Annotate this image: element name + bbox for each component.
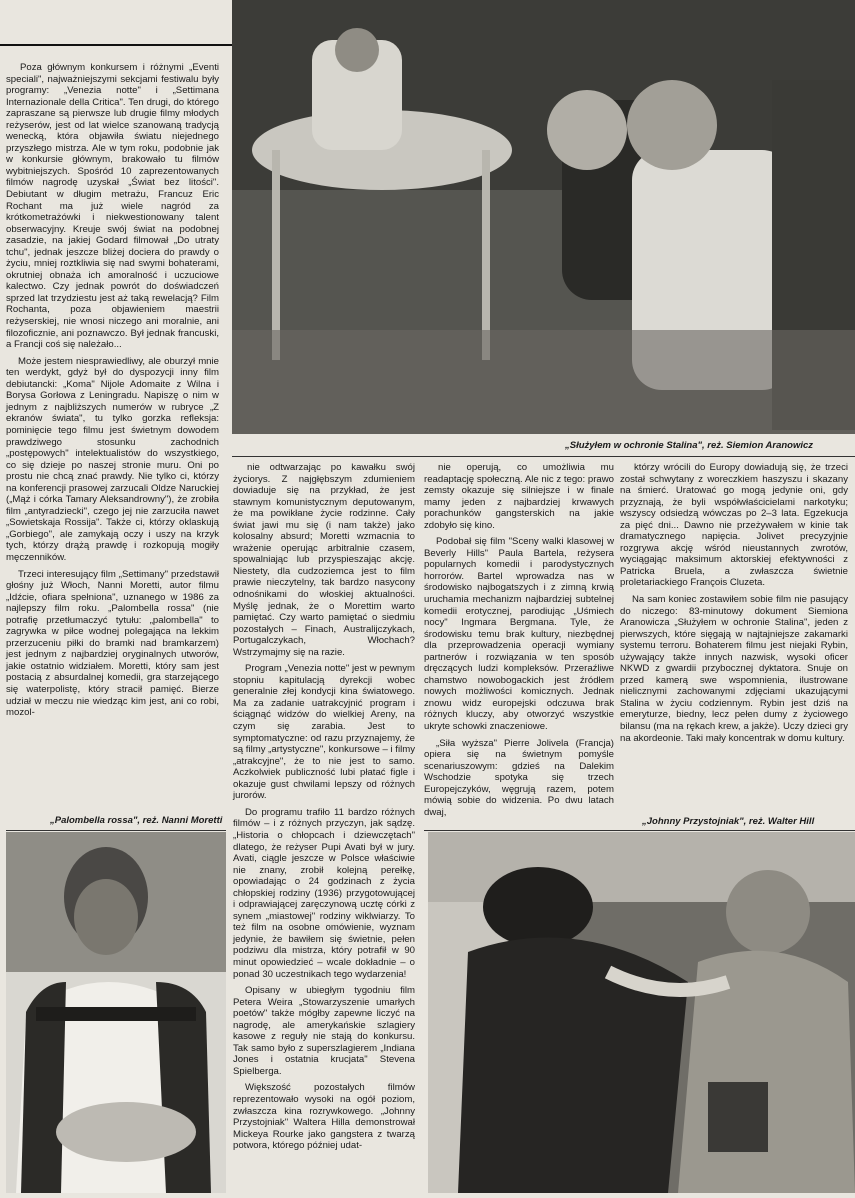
article-column-4 bbox=[620, 462, 848, 802]
col3-paragraph-3: „Siła wyższa" Pierre Jolivela (Francja) opiera się na świetnym pomyśle scenariuszowym: gdzieś na Dalekim Wschodzie spotyka się trzech Europejczyków, węgrują razem, potem mówią sobie do widzenia. Po dwu latach dwaj, bbox=[424, 737, 614, 818]
caption-przystojniak: „Johnny Przystojniak", reż. Walter Hill bbox=[642, 816, 815, 827]
col4-paragraph-2: Na sam koniec zostawiłem sobie film nie pasujący do niczego: 83-minutowy dokument Siemiona Aranowicza „Służyłem w ochronie Stalina", jeden z pierwszych, które sięgają w najtajniejsze zakamarki systemu terroru. Bohaterem filmu jest niejaki Rybin, używający także innych nazwisk, wysoki oficer NKWD z gwardii przybocznej dyktatora. Snuje on przed kamerą swe wspomnienia, ilustrowane nielicznymi zachowanymi zdjęciami ukazującymi Stalina w życiu codziennym. Rybin jest dziś na emeryturze, biedny, lecz pełen dumy z życiowego bilansu (ma na rękach krew, a jakże). Uczy dzieci gry na akordeonie. Taki mały koncentrak w domu kultury. bbox=[620, 594, 848, 744]
col3-paragraph-1: nie operują, co umożliwia mu readaptację społeczną. Ale nic z tego: prawo zemsty okazuje się silniejsze i w finale mamy jeden z najbardziej krwawych porachunków gangsterskich na jakie zdobyło się kino. bbox=[424, 462, 614, 531]
photo-stalin-bodyguard bbox=[232, 0, 855, 434]
article-column-2 bbox=[233, 462, 415, 1190]
col1-paragraph-3: Trzeci interesujący film „Settimany" przedstawił głośny już Włoch, Nanni Moretti, autor filmu „Idźcie, ofiara spełniona", uznanego w 1986 za najlepszy film roku. „Palombella rossa" (nie potrafię przetłumaczyć tytułu: „palombella" to zagrywka w piłce wodnej polegająca na lekkim przerzuceniu piłki do bramki nad bramkarzem) jest jednym z najbardziej oryginalnych utworów, jakie ostatnio widziałem. Moretti, który sam jest postacią z absurdalnej komedii, gra starzejącego się waterpolistę, który stracił pamięć. Bierze udział w meczu nie wiedząc kim jest, ani co robi, mozol- bbox=[6, 568, 219, 719]
col2-paragraph-1: nie odtwarzając po kawałku swój życiorys. Z najgłębszym zdumieniem dowiaduje się na przykład, że jest stawnym komunistycznym deputowanym, że ma powikłane życie rodzinne. Cały świat jawi mu się (i nam także) jako kolosalny absurd; Moretti wzmacnia to wrażenie operując arbitralnie czasem, spowalniając lub przyspieszając akcję. Niestety, dla cudzoziemca jest to film prawie nieczytelny, tak bardzo nasycony odnośnikami do włoskiej aktualności. Myślę jednak, że o Morettim warto pamiętać. Czy warto pamiętać o siedmiu pozostałych – Finach, Australijczykach, Portugalczykach, Włochach? Wstrzymajmy się na razie. bbox=[233, 462, 415, 658]
caption-stalin: „Służyłem w ochronie Stalina", reż. Siemion Aranowicz bbox=[565, 440, 814, 451]
article-column-3 bbox=[424, 462, 614, 818]
col2-paragraph-4: Opisany w ubiegłym tygodniu film Petera Weira „Stowarzyszenie umarłych poetów" także mógłby zapewne liczyć na nagrodę, ale amerykańskie szlagiery kasowe z reguły nie stają do konkursu. Tak samo było z superszlagierem „Indiana Jones i ostatnia krucjata" Stevena Spielberga. bbox=[233, 985, 415, 1077]
stalin-photo-illustration bbox=[232, 0, 855, 434]
col2-paragraph-3: Do programu trafiło 11 bardzo różnych filmów – i z różnych przyczyn, jak sądzę. „Historia o chłopcach i dziewczętach" dlatego, że reżyser Pupi Avati był w jury. Avati, ciągle jeszcze w Polsce właściwie nie znany, zrobił kolejną perełkę, opowiadając o 24 godzinach z życia chłopskiej rodziny (1936) przygotowującej i odprawiającej zaręczynową ucztę córki z synem „miastowej" rodziny wiklwiarzy. To też film na osobne omówienie, wyznam jedynie, że bawiłem się świetnie, pełen podziwu dla mistrza, który potrafił w 90 minut opowiedzieć – wcale dokładnie – o ponad 30 uczestnikach tego wydarzenia! bbox=[233, 806, 415, 980]
col1-paragraph-2: Może jestem niesprawiedliwy, ale oburzył mnie ten werdykt, gdyż był do dyspozycji inny film debiutancki: „Koma" Nijole Adomaite z Wilna i Borysa Gorłowa z Leningradu. Napiszę o nim w jednym z najbliższych numerów w rubryce „Z ekranów świata", tu tylko gorzka refleksja: pominięcie tego filmu jest świetnym dowodem prawdziwego stosunku zachodnich „postępowych" intelektualistów do wszystkiego, co się dzieje po naszej stronie muru. Oni po prostu nie chcą znać prawdy. Nie tylko ci, którzy na konferencji prasowej zarzucali Oldze Naruckiej („Mąż i córka Tamary Aleksandrowny"), że zrobiła film „antyradziecki", czego jej nie zarzuciła nawet „Sowietskaja Rossija". Także ci, którzy oklaskują „Gorbiego", ale zamykają oczy i uszy na krzyk tych, którzy drążą prawdę i rozkopują mogiły męczenników. bbox=[6, 355, 219, 563]
caption-rule-stalin bbox=[232, 456, 855, 457]
caption-palombella: „Palombella rossa", reż. Nanni Moretti bbox=[50, 815, 223, 826]
col4-paragraph-1: którzy wrócili do Europy dowiadują się, że trzeci został schwytany z woreczkiem haszyszu i skazany na śmierć. Uratować go mogą jedynie oni, gdy przyznają, że byli współwłaścicielami narkotyku; wszyscy odsiedzą wówczas po 2–3 lata. Egzekucja za pięć dni... Dawno nie przeżywałem w kinie tak dramatycznego napięcia. Jolivet precyzyjnie rozgrywa akcję wśród nieustannych zwrotów, wyciągając maksimum aktorskiej efektywności z Patricka Bruela, a zwłaszcza świetnie proletariackiego François Cluzeta. bbox=[620, 462, 848, 589]
col3-paragraph-2: Podobał się film "Sceny walki klasowej w Beverly Hills" Paula Bartela, reżysera popularnych komedii i parodystycznych horrorów. Bartel wprowadza nas w środowisko najbogatszych i z zimną krwią uruchamia mechanizm najbardziej subtelnej komedii erotycznej, parodiując „Uśmiech nocy" Ingmara Bergmana. Tyle, że środowisku temu brak kultury, niezbędnej dla przeprowadzenia operacji wymiany partnerów i rozwiązania w ten sposób dręczących ludzi kompleksów. Przeraźliwe chamstwo nowobogackich jest źródłem nowych możliwości komicznych. Jednak znowu widz europejski odczuwa brak różnych kluczy, aby otworzyć wszystkie ukryte schowki znaczeniowe. bbox=[424, 536, 614, 733]
caption-rule-przystojniak bbox=[424, 830, 855, 831]
photo-palombella-rossa bbox=[6, 832, 226, 1193]
palombella-photo-illustration bbox=[6, 832, 226, 1193]
col1-paragraph-1: Poza głównym konkursem i różnymi „Eventi speciali", najważniejszymi sekcjami festiwalu były programy: „Venezia notte" i „Settimana Internazionale della Critica". Ten drugi, do którego zapraszane są pierwsze lub drugie filmy młodych reżyserów, jest od lat wielce szanowaną tradycją wenecką, która objawiła światu niejednego przyszłego mistrza. Ale w tym roku, podobnie jak w konkursie głównym, brakowało tu filmów wybitniejszych. Spośród 10 zaprezentowanych filmów nagrodę uzyskał „Świat bez litości". Debiutant w długim metrażu, Francuz Eric Rochant ma już wiele nagród za krótkometrażówki i niekwestionowany talent obserwacyjny. Kreuje swój świat na podobnej zasadzie, na jakiej Godard filmował „Do utraty tchu", jednak jeszcze bliżej dociera do prawdy o życiu, mniej roztkliwia się nad swymi bohaterami, okrutniej obnaża ich amoralność i uczuciowe kalectwo. Czy jednak powrót do doświadczeń sprzed lat trzydziestu jest aż taką rewelacją? Film Rochanta, poza objawieniem maestrii reżyserskiej, nie wnosi niczego ani moralnie, ani filozoficznie, ani poznawczo. Był jednak francuski, a Francji coś się należało... bbox=[6, 62, 219, 351]
article-column-1 bbox=[6, 62, 219, 810]
photo-johnny-przystojniak bbox=[428, 832, 855, 1193]
top-rule bbox=[0, 44, 232, 46]
przystojniak-photo-illustration bbox=[428, 832, 855, 1193]
col2-paragraph-5: Większość pozostałych filmów reprezentowało wysoki na ogół poziom, zwłaszcza kina rozrywkowego. „Johnny Przystojniak" Waltera Hilla demonstrował Mickeya Rourke jako gangstera z twarzą potwora, którego później udat- bbox=[233, 1082, 415, 1152]
caption-rule-palombella bbox=[6, 830, 226, 831]
col2-paragraph-2: Program „Venezia notte" jest w pewnym stopniu kapitulacją dyrekcji wobec generalnie złej kondycji kina światowego. Ma za zadanie uatrakcyjnić program i ściągnąć widzów do wielkiej Areny, na czym się zarabia. Jest to symptomatyczne: od razu przyznajemy, że są filmy „artystyczne", konkursowe – i filmy „atrakcyjne", że to nie jest to samo. Aczkolwiek publiczność lubi płatać figle i okazuje gust chwilami lepszy od różnych jurorów. bbox=[233, 663, 416, 802]
